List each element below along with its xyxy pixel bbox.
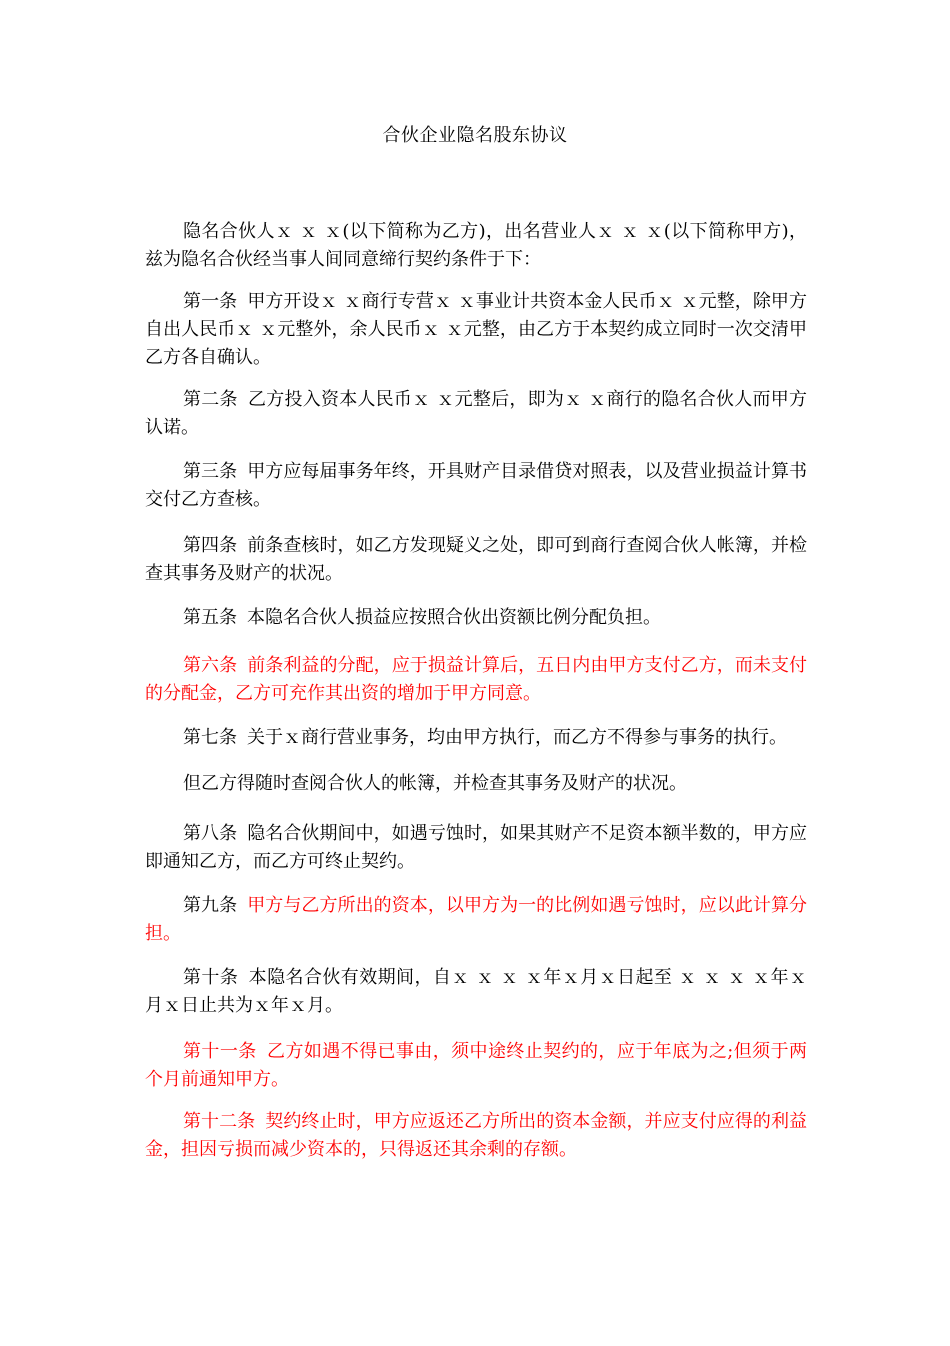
article-heading: 第十一条 [183,1041,257,1062]
article-heading: 第五条 [183,607,237,628]
article-5 [145,604,807,632]
article-text: 关于ｘ商行营业事务，均由甲方执行，而乙方不得参与事务的执行。 [247,727,787,748]
article-heading: 第七条 [183,727,237,748]
article-9 [145,892,807,948]
article-text: 隐名合伙期间中，如遇亏蚀时，如果其财产不足资本额半数的，甲方应即通知乙方，而乙方可终止契约。 [145,823,808,872]
article-text: 甲方开设ｘ ｘ商行专营ｘ ｘ事业计共资本金人民币ｘ ｘ元整，除甲方自出人民币ｘ ｘ元整外，余人民币ｘ ｘ元整，由乙方于本契约成立同时一次交清甲乙方各自确认。 [145,291,808,368]
article-11 [145,1038,807,1094]
article-7 [145,724,807,752]
article-heading: 第六条 [183,655,238,676]
article-text: 甲方与乙方所出的资本，以甲方为一的比例如遇亏蚀时，应以此计算分担。 [145,895,808,944]
article-heading: 第八条 [183,823,238,844]
article-1 [145,288,807,372]
article-heading: 第三条 [183,461,238,482]
paragraph-text: 隐名合伙人ｘ ｘ ｘ(以下简称为乙方)，出名营业人ｘ ｘ ｘ(以下简称甲方)，兹为隐名合伙经当事人间同意缔行契约条件于下： [145,221,807,270]
article-heading: 第二条 [183,389,238,410]
article-3 [145,458,807,514]
article-12 [145,1108,807,1164]
paragraph-text: 但乙方得随时查阅合伙人的帐簿，并检查其事务及财产的状况。 [183,773,687,794]
article-10 [145,964,807,1020]
article-heading: 第十二条 [183,1111,256,1132]
article-text: 前条查核时，如乙方发现疑义之处，即可到商行查阅合伙人帐簿，并检查其事务及财产的状况。 [145,535,808,584]
article-text: 甲方应每届事务年终，开具财产目录借贷对照表，以及营业损益计算书交付乙方查核。 [145,461,808,510]
article-text: 乙方如遇不得已事由，须中途终止契约的，应于年底为之;但须于两个月前通知甲方。 [145,1041,807,1090]
article-4 [145,532,807,588]
article-text: 本隐名合伙人损益应按照合伙出资额比例分配负担。 [247,607,661,628]
article-8 [145,820,807,876]
article-heading: 第十条 [183,967,239,988]
article-heading: 第四条 [183,535,238,556]
article-6 [145,652,807,708]
document-title: 合伙企业隐名股东协议 [382,125,568,146]
article-text: 契约终止时，甲方应返还乙方所出的资本金额，并应支付应得的利益金，担因亏损而减少资本的，只得返还其余剩的存额。 [145,1111,808,1160]
intro-paragraph [145,218,807,274]
article-text: 乙方投入资本人民币ｘ ｘ元整后，即为ｘ ｘ商行的隐名合伙人而甲方认诺。 [145,389,807,438]
article-text: 前条利益的分配，应于损益计算后，五日内由甲方支付乙方，而未支付的分配金，乙方可充作其出资的增加于甲方同意。 [145,655,808,704]
article-7-continuation [145,770,807,798]
article-heading: 第一条 [183,291,238,312]
article-2 [145,386,807,442]
article-heading: 第九条 [183,895,238,916]
article-text: 本隐名合伙有效期间，自ｘ ｘ ｘ ｘ年ｘ月ｘ日起至 ｘ ｘ ｘ ｘ年ｘ月ｘ日止共为ｘ年ｘ月。 [145,967,807,1016]
